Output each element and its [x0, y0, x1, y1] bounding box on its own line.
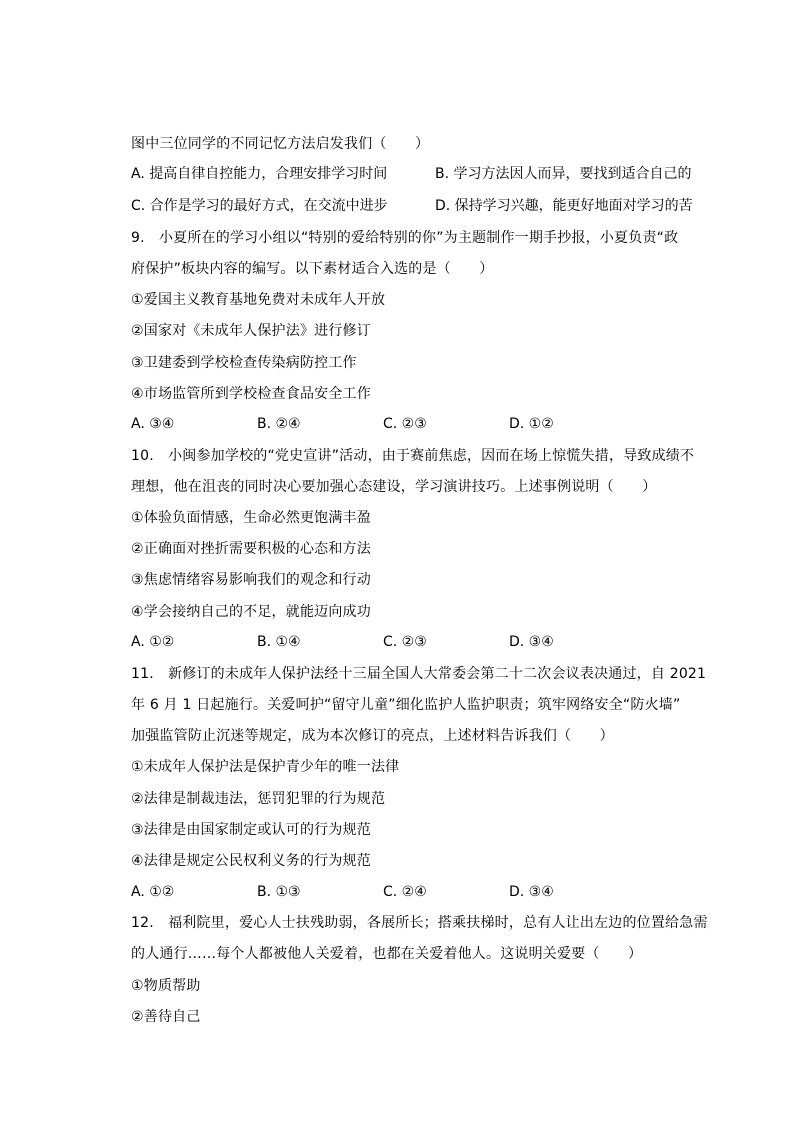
q10-item-3: ③焦虑情绪容易影响我们的观念和行动	[131, 572, 371, 588]
q9-stem-line-2: 府保护”板块内容的编写。以下素材适合入选的是（ ）	[131, 261, 494, 277]
q11-item-2: ②法律是制裁违法，惩罚犯罪的行为规范	[131, 791, 386, 807]
q11-options	[131, 882, 711, 902]
q12-item-1: ①物质帮助	[131, 978, 201, 994]
q11-item-3: ③法律是由国家制定或认可的行为规范	[131, 822, 371, 838]
q10-option-d: D. ③④	[509, 634, 554, 650]
q10-option-b: B. ①④	[257, 634, 301, 650]
q11-stem-line-3: 加强监管防止沉迷等规定，成为本次修订的亮点，上述材料告诉我们（ ）	[131, 728, 614, 744]
q9-option-d: D. ①②	[509, 416, 554, 432]
q9-options	[131, 414, 711, 434]
q11-option-b: B. ①③	[257, 884, 301, 900]
q8-option-b: B. 学习方法因人而异，要找到适合自己的	[435, 166, 692, 182]
q8-stem: 图中三位同学的不同记忆方法启发我们（ ）	[131, 136, 430, 152]
q12-item-2: ②善待自己	[131, 1009, 201, 1025]
q10-option-a: A. ①②	[131, 634, 175, 650]
q10-item-2: ②正确面对挫折需要积极的心态和方法	[131, 541, 371, 557]
q10-stem-line-2: 理想，他在沮丧的同时决心要加强心态建设，学习演讲技巧。上述事例说明（ ）	[131, 479, 657, 495]
q11-item-1: ①未成年人保护法是保护青少年的唯一法律	[131, 759, 400, 775]
q8-options-row-2	[131, 196, 711, 216]
q11-item-4: ④法律是规定公民权利义务的行为规范	[131, 853, 371, 869]
q12-stem-line-2: 的人通行……每个人都被他人关爱着，也都在关爱着他人。这说明关爱要（ ）	[131, 946, 643, 962]
q9-item-3: ③卫建委到学校检查传染病防控工作	[131, 355, 357, 371]
q10-stem-line-1: 10. 小闽参加学校的“党史宣讲”活动，由于赛前焦虑，因而在场上惊慌失措，导致成绩不	[131, 448, 695, 464]
q9-option-a: A. ③④	[131, 416, 175, 432]
q8-option-c: C. 合作是学习的最好方式，在交流中进步	[131, 198, 388, 214]
q9-item-4: ④市场监管所到学校检查食品安全工作	[131, 386, 371, 402]
q11-stem-line-1: 11. 新修订的未成年人保护法经十三届全国人大常委会第二十二次会议表决通过，自 2021	[131, 666, 707, 682]
q9-stem-line-1: 9. 小夏所在的学习小组以“特别的爱给特别的你”为主题制作一期手抄报，小夏负责“政	[131, 230, 679, 246]
q8-options-row-1	[131, 164, 711, 184]
q9-option-c: C. ②③	[383, 416, 427, 432]
q10-item-4: ④学会接纳自己的不足，就能迈向成功	[131, 604, 371, 620]
q11-option-c: C. ②④	[383, 884, 427, 900]
q12-stem-line-1: 12. 福利院里，爱心人士扶残助弱，各展所长；搭乘扶梯时，总有人让出左边的位置给急需	[131, 915, 708, 931]
q11-option-d: D. ③④	[509, 884, 554, 900]
q10-options	[131, 632, 711, 652]
q8-option-a: A. 提高自律自控能力，合理安排学习时间	[131, 166, 388, 182]
q8-option-d: D. 保持学习兴趣，能更好地面对学习的苦	[435, 198, 693, 214]
q9-item-1: ①爱国主义教育基地免费对未成年人开放	[131, 292, 386, 308]
q11-stem-line-2: 年 6 月 1 日起施行。关爱呵护“留守儿童”细化监护人监护职责；筑牢网络安全“防火墙”	[131, 697, 681, 713]
q10-item-1: ①体验负面情感，生命必然更饱满丰盈	[131, 510, 371, 526]
q10-option-c: C. ②③	[383, 634, 427, 650]
q9-option-b: B. ②④	[257, 416, 301, 432]
q11-option-a: A. ①②	[131, 884, 175, 900]
q9-item-2: ②国家对《未成年人保护法》进行修订	[131, 323, 371, 339]
